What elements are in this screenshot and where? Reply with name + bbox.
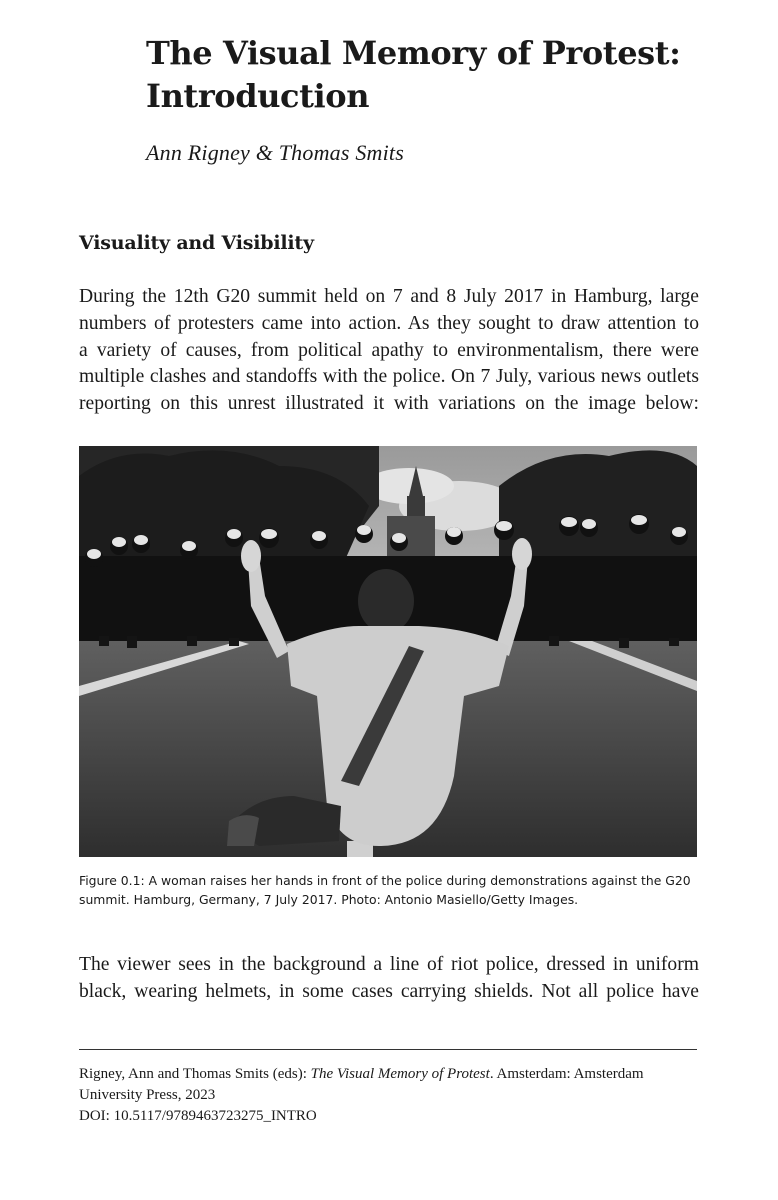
- intro-paragraph: [79, 284, 699, 418]
- caption-line: Figure 0.1: A woman raises her hands in front of the police during demonstrations against the G20: [79, 873, 691, 888]
- chapter-title-line-2: Introduction: [146, 77, 370, 115]
- chapter-title: [146, 32, 706, 118]
- paragraph-line: black, wearing helmets, in some cases carrying shields. Not all police have: [79, 980, 699, 1002]
- protest-photo: [79, 446, 697, 857]
- paragraph-line: The viewer sees in the background a line of riot police, dressed in uniform: [79, 954, 699, 975]
- figure-caption: [79, 871, 699, 909]
- chapter-authors: Ann Rigney & Thomas Smits: [146, 140, 404, 165]
- paragraph-line: multiple clashes and standoffs with the police. On 7 July, various news outlets: [79, 366, 699, 388]
- chapter-title-line-1: The Visual Memory of Protest:: [146, 34, 681, 72]
- body-paragraph: [79, 952, 699, 1006]
- caption-line: summit. Hamburg, Germany, 7 July 2017. Photo: Antonio Masiello/Getty Images.: [79, 892, 579, 907]
- citation-line-2: University Press, 2023: [79, 1087, 216, 1103]
- citation-footer: [79, 1064, 699, 1127]
- citation-book-title: The Visual Memory of Protest: [310, 1066, 490, 1082]
- citation-editors: Rigney, Ann and Thomas Smits (eds):: [79, 1066, 311, 1082]
- citation-line: [79, 1064, 699, 1085]
- paragraph-line: numbers of protesters came into action. As they sought to draw attention to: [79, 312, 699, 334]
- footer-divider: [79, 1049, 697, 1050]
- section-heading: Visuality and Visibility: [79, 232, 314, 254]
- paragraph-line: During the 12th G20 summit held on 7 and 8 July 2017 in Hamburg, large: [79, 286, 699, 307]
- paragraph-line: a variety of causes, from political apathy to environmentalism, there were: [79, 339, 699, 361]
- citation-publisher: . Amsterdam: Amsterdam: [489, 1066, 644, 1082]
- paragraph-line: reporting on this unrest illustrated it with variations on the image below:: [79, 393, 699, 415]
- doi: DOI: 10.5117/9789463723275_INTRO: [79, 1108, 317, 1124]
